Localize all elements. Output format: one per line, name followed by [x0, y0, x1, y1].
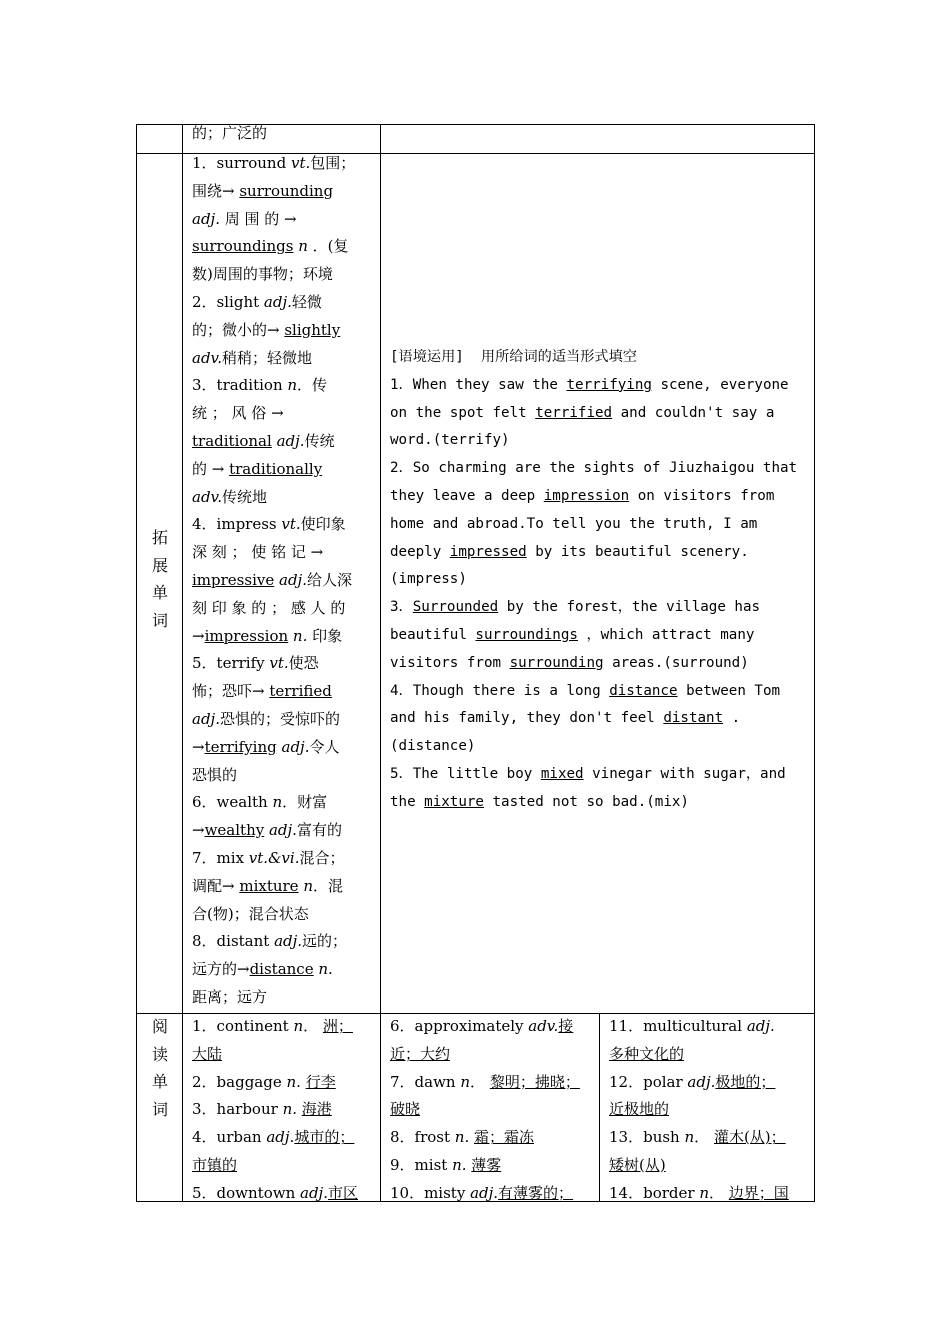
part-of-speech: adv.	[192, 348, 223, 367]
label-char: 词	[151, 610, 168, 630]
word-entry-line	[192, 317, 372, 345]
text-run: [语境运用] 用所给词的适当形式填空	[390, 349, 637, 365]
text-run: ．混	[313, 876, 344, 895]
text-run: 深 刻 ； 使 铭 记 →	[192, 543, 324, 562]
reading-col-3	[609, 1013, 806, 1208]
text-run: on visitors from	[629, 487, 775, 504]
reading-word-line	[390, 1152, 593, 1180]
reading-word-line	[390, 1096, 593, 1124]
underlined-answer: impressive	[192, 570, 275, 589]
word-entry-line	[192, 233, 372, 261]
text-run: 的；微小的→	[192, 320, 285, 339]
word-entry-line	[192, 595, 372, 623]
text-run: by its beautiful scenery.	[526, 543, 749, 560]
part-of-speech: adj.	[266, 1128, 295, 1147]
part-of-speech: adv.	[528, 1017, 559, 1035]
text-run: 3．harbour	[192, 1100, 283, 1119]
text-run: 8．frost	[390, 1128, 455, 1147]
underlined-answer: terrified	[535, 404, 613, 421]
text-run: 1．continent	[192, 1017, 294, 1035]
text-run: visitors from	[390, 654, 510, 671]
text-run: 调配→	[192, 876, 240, 895]
word-entry-line	[192, 706, 372, 734]
word-entry-line	[192, 984, 372, 1012]
text-run: 5．downtown	[192, 1183, 301, 1202]
underlined-answer: distant	[663, 710, 724, 727]
reading-word-line	[390, 1069, 593, 1097]
text-run: ．	[470, 1072, 490, 1091]
word-entry-line	[192, 539, 372, 567]
text-run: 11．multicultural	[609, 1017, 747, 1035]
table-right-border	[814, 124, 815, 1202]
text-run: 2．slight	[192, 292, 264, 311]
text-run: ．(复	[307, 237, 349, 256]
part-of-speech: adj.	[276, 431, 305, 450]
underlined-answer: 破晓	[390, 1100, 421, 1119]
text-run: (distance)	[390, 738, 476, 755]
text-run: 的 →	[192, 459, 230, 478]
reading-word-line	[390, 1013, 593, 1041]
text-run: 使恐	[288, 654, 319, 673]
text-run: 刻 印 象 的 ； 感 人 的	[192, 598, 346, 617]
underlined-answer: 市区	[327, 1183, 358, 1202]
word-entry-line	[192, 873, 372, 901]
underlined-answer: 近极地的	[609, 1100, 670, 1119]
part-of-speech: adj.	[274, 932, 303, 951]
text-run: 4．urban	[192, 1128, 267, 1147]
row0-left-cell	[192, 120, 372, 148]
word-entry-line	[192, 845, 372, 873]
label-char: 单	[151, 1072, 168, 1091]
word-entry-line	[192, 261, 372, 289]
word-entry-line	[192, 817, 372, 845]
text-run: 传统地	[222, 487, 268, 506]
text-run: 统 ； 风 俗 →	[192, 404, 284, 423]
text-run: 3．tradition	[192, 376, 288, 395]
part-of-speech: n.	[454, 1128, 470, 1147]
text-run: .	[328, 960, 333, 979]
underlined-answer: 大陆	[192, 1044, 223, 1063]
underlined-answer: 多种文化的	[609, 1044, 685, 1063]
reading-col-1	[192, 1013, 372, 1208]
text-run: word.(terrify)	[390, 432, 510, 449]
part-of-speech: n	[684, 1128, 695, 1147]
part-of-speech: n.	[452, 1155, 467, 1174]
part-of-speech: adj.	[268, 821, 297, 840]
underlined-answer: Surrounded	[412, 599, 499, 616]
text-run: areas.(surround)	[603, 654, 749, 671]
text-run: 2．So charming are the sights of Jiuzhaigou that	[390, 460, 798, 477]
reading-word-line	[609, 1152, 806, 1180]
third-col-divider	[599, 1013, 600, 1202]
underlined-answer: 接	[558, 1017, 574, 1035]
underlined-answer: mixed	[540, 765, 584, 782]
row0-text: 的；广泛的	[192, 124, 268, 142]
text-run: 14．border	[609, 1183, 700, 1202]
text-run: ．	[303, 1017, 323, 1035]
part-of-speech: n	[460, 1072, 471, 1091]
text-run: 6．wealth	[192, 793, 273, 812]
text-run: 周 围 的 →	[219, 209, 297, 228]
word-entry-line	[192, 150, 372, 178]
text-run: 5．The little boy	[390, 765, 541, 782]
text-run: 9．mist	[390, 1155, 453, 1174]
reading-word-line	[192, 1180, 372, 1208]
part-of-speech: n	[699, 1183, 709, 1202]
underlined-answer: distance	[249, 960, 314, 979]
word-entry-line	[192, 372, 372, 400]
text-run: deeply	[390, 543, 450, 560]
text-run: home and abroad.To tell you the truth, I am	[390, 515, 758, 532]
underlined-answer: 黎明；拂晓；	[489, 1072, 580, 1091]
part-of-speech: adj.	[746, 1017, 775, 1035]
text-run: 2．baggage	[192, 1072, 287, 1091]
reading-word-line	[192, 1096, 372, 1124]
text-run: 8．distant	[192, 932, 275, 951]
context-exercises	[390, 344, 805, 817]
text-run: vinegar with sugar，and	[583, 765, 786, 782]
part-of-speech: adj.	[281, 737, 310, 756]
exercise-line	[390, 594, 805, 622]
text-run: 5．terrify	[192, 654, 270, 673]
part-of-speech: n.	[292, 626, 308, 645]
text-run: 12．polar	[609, 1072, 688, 1091]
text-run: 6．approximately	[390, 1017, 529, 1035]
underlined-answer: surroundings	[475, 626, 578, 643]
label-char: 词	[151, 1099, 168, 1119]
exercise-line	[390, 678, 805, 706]
underlined-answer: distance	[609, 682, 678, 699]
label-char: 单	[151, 583, 168, 602]
part-of-speech: n.	[286, 1072, 301, 1091]
text-run: 7．mix	[192, 848, 249, 867]
text-run: ．	[694, 1128, 714, 1147]
underlined-answer: terrified	[269, 682, 332, 701]
text-run: 包围；	[310, 154, 356, 172]
part-of-speech: vt.&vi.	[248, 848, 300, 867]
text-run: →	[192, 821, 205, 840]
underlined-answer: 边界；国	[728, 1183, 789, 1202]
exercise-line	[390, 372, 805, 400]
reading-col-2	[390, 1013, 593, 1208]
reading-word-line	[609, 1069, 806, 1097]
word-entry-line	[192, 345, 372, 373]
label-col-divider	[182, 124, 183, 1202]
text-run: .	[723, 710, 741, 727]
part-of-speech: adj.	[300, 1183, 328, 1202]
underlined-answer: surroundings	[192, 237, 294, 256]
part-of-speech: adj.	[192, 709, 220, 728]
underlined-answer: impression	[204, 626, 289, 645]
text-run: 数)周围的事物；环境	[192, 265, 333, 284]
text-run: 恐惧的	[192, 765, 238, 784]
text-run: 合(物)；混合状态	[192, 904, 309, 923]
exercise-line	[390, 566, 805, 594]
word-entry-line	[192, 956, 372, 984]
label-char: 展	[151, 555, 168, 575]
label-char: 读	[151, 1044, 168, 1064]
word-entry-line	[192, 289, 372, 317]
exercise-line	[390, 344, 805, 372]
text-run: 远方的→	[192, 960, 250, 979]
text-run: 13．bush	[609, 1128, 685, 1147]
word-entry-line	[192, 484, 372, 512]
text-run: 怖；恐吓→	[192, 682, 270, 701]
underlined-answer: impressed	[449, 543, 527, 560]
reading-word-line	[192, 1124, 372, 1152]
text-run: 富有的	[296, 821, 342, 840]
word-entry-line	[192, 650, 372, 678]
exercise-line	[390, 539, 805, 567]
reading-word-line	[192, 1041, 372, 1069]
underlined-answer: 极地的；	[715, 1072, 776, 1091]
text-run: 1．surround	[192, 154, 291, 172]
mid-col-divider	[380, 124, 381, 1202]
text-run: 轻微	[291, 292, 322, 311]
part-of-speech: n	[287, 376, 298, 395]
word-entry-line	[192, 928, 372, 956]
underlined-answer: traditionally	[229, 459, 323, 478]
underlined-answer: traditional	[192, 431, 272, 450]
underlined-answer: slightly	[284, 320, 341, 339]
underlined-answer: surrounding	[239, 181, 334, 200]
part-of-speech: adj.	[279, 570, 307, 589]
text-run: the	[390, 793, 425, 810]
word-entry-line	[192, 901, 372, 929]
part-of-speech: adv.	[192, 487, 223, 506]
underlined-answer: 近；大约	[390, 1044, 451, 1063]
underlined-answer: 城市的；	[294, 1128, 355, 1147]
reading-word-line	[192, 1152, 372, 1180]
exercise-line	[390, 733, 805, 761]
exercise-line	[390, 427, 805, 455]
text-run: 给人深	[306, 570, 352, 589]
exercise-line	[390, 650, 805, 678]
text-run: 混合；	[299, 848, 345, 867]
text-run: 距离；远方	[192, 987, 268, 1006]
text-run: on the spot felt	[390, 404, 536, 421]
reading-word-line	[609, 1096, 806, 1124]
part-of-speech: n	[272, 793, 283, 812]
label-char: 拓	[151, 528, 168, 547]
part-of-speech: vt.	[269, 654, 289, 673]
part-of-speech: n	[303, 876, 314, 895]
text-run: 稍稍；轻微地	[222, 348, 313, 367]
word-entry-line	[192, 511, 372, 539]
text-run: 4．Though there is a long	[390, 682, 610, 699]
text-run: ．财富	[282, 793, 328, 812]
text-run: 传统	[304, 431, 335, 450]
part-of-speech: n	[298, 237, 308, 256]
reading-word-line	[609, 1041, 806, 1069]
word-entry-line	[192, 734, 372, 762]
text-run: beautiful	[390, 626, 476, 643]
reading-word-line	[192, 1013, 372, 1041]
underlined-answer: 灌木(从)；	[713, 1128, 786, 1147]
word-entry-line	[192, 678, 372, 706]
part-of-speech: adj.	[470, 1183, 499, 1202]
underlined-answer: 有薄雾的；	[498, 1183, 574, 1202]
underlined-answer: 行李	[305, 1072, 336, 1091]
underlined-answer: surrounding	[509, 654, 604, 671]
word-entry-line	[192, 206, 372, 234]
reading-word-line	[390, 1124, 593, 1152]
part-of-speech: n	[293, 1017, 304, 1035]
word-entry-line	[192, 428, 372, 456]
part-of-speech: vt.	[281, 515, 301, 534]
text-run: (impress)	[390, 571, 467, 588]
exercise-line	[390, 483, 805, 511]
text-run: ．传	[297, 376, 328, 395]
text-run: 围绕→	[192, 181, 240, 200]
exercise-line	[390, 511, 805, 539]
text-run: scene, everyone	[651, 376, 789, 393]
underlined-answer: 洲；	[322, 1017, 353, 1035]
text-run: and couldn't say a	[612, 404, 775, 421]
exercise-line	[390, 455, 805, 483]
text-run: 1．When they saw the	[390, 376, 567, 393]
text-run: by the forest，the village has	[498, 599, 761, 616]
text-run: 7．dawn	[390, 1072, 461, 1091]
exercise-line	[390, 705, 805, 733]
text-run: 使印象	[300, 515, 346, 534]
word-entry-line	[192, 456, 372, 484]
table-left-border	[136, 124, 137, 1202]
word-entry-line	[192, 762, 372, 790]
part-of-speech: adj.	[687, 1072, 716, 1091]
reading-word-line	[609, 1013, 806, 1041]
part-of-speech: adj.	[192, 209, 220, 228]
text-run: 令人	[309, 737, 340, 756]
underlined-answer: terrifying	[204, 737, 277, 756]
reading-word-line	[609, 1180, 806, 1208]
expand-word-list	[192, 150, 372, 1012]
text-run: tasted not so bad.(mix)	[483, 793, 689, 810]
text-run: 远的；	[302, 932, 348, 951]
exercise-line	[390, 622, 805, 650]
part-of-speech: adj.	[263, 292, 292, 311]
word-entry-line	[192, 178, 372, 206]
text-run: →	[192, 737, 205, 756]
text-run: →	[192, 626, 205, 645]
underlined-answer: 市镇的	[192, 1155, 238, 1174]
underlined-answer: 海港	[301, 1100, 332, 1119]
text-run: 印象	[307, 626, 343, 645]
exercise-line	[390, 400, 805, 428]
reading-word-line	[390, 1180, 593, 1208]
part-of-speech: n	[318, 960, 329, 979]
text-run: ．	[708, 1183, 729, 1202]
label-char: 阅	[151, 1017, 168, 1036]
underlined-answer: impression	[543, 487, 630, 504]
word-entry-line	[192, 623, 372, 651]
word-entry-line	[192, 789, 372, 817]
exercise-line	[390, 761, 805, 789]
reading-word-line	[390, 1041, 593, 1069]
text-run: and his family, they don't feel	[390, 710, 664, 727]
part-of-speech: vt.	[290, 154, 311, 172]
word-entry-line	[192, 567, 372, 595]
exercise-line	[390, 789, 805, 817]
part-of-speech: n.	[282, 1100, 297, 1119]
underlined-answer: wealthy	[204, 821, 265, 840]
reading-word-line	[192, 1069, 372, 1097]
word-entry-line	[192, 400, 372, 428]
text-run: 恐惧的；受惊吓的	[219, 709, 340, 728]
text-run: ，which attract many	[577, 626, 755, 643]
text-run: 10．misty	[390, 1183, 471, 1202]
text-run: 4．impress	[192, 515, 282, 534]
underlined-answer: terrifying	[566, 376, 652, 393]
underlined-answer: 霜；霜冻	[474, 1128, 535, 1147]
underlined-answer: 薄雾	[471, 1155, 502, 1174]
underlined-answer: 矮树(从)	[609, 1155, 666, 1174]
reading-word-line	[609, 1124, 806, 1152]
text-run: between Tom	[677, 682, 781, 699]
text-run: 3．	[390, 599, 413, 616]
underlined-answer: mixture	[424, 793, 484, 810]
text-run: they leave a deep	[390, 487, 544, 504]
underlined-answer: mixture	[239, 876, 299, 895]
